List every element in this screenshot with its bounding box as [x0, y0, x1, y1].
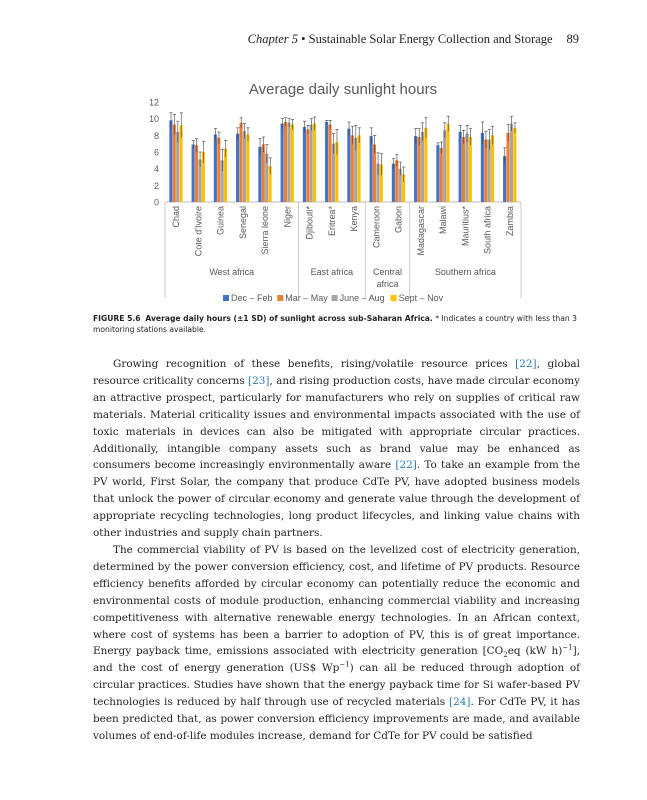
legend-swatch — [223, 295, 229, 301]
paragraph-1: Growing recognition of these benefits, rising/volatile resource prices [22], global resource criticality concerns [23], and rising production costs, have made circular economy an attractive prospect, particularly for manufacturers who rely on supplies of critical raw materials. Material criticality issues and environmental impacts associated with the use of toxic materials in devices can also be mitigated with appropriate circular practices. Additionally, intangible company assets such as brand value may be enhanced as consumers become increasingly environmentally aware [22]. To take an example from the PV world, First Solar, the company that produce CdTe PV, have adopted business models that unlock the power of circular economy and generate value through the development of appropriate recycling technologies, long product lifecycles, and linking value chains with other industries and supply chain partners. — [93, 358, 581, 540]
legend-swatch — [277, 295, 283, 301]
bar-3 — [443, 130, 446, 202]
bar-2 — [462, 137, 465, 202]
legend-label: Mar – May — [285, 293, 328, 303]
chapter-title: Sustainable Solar Energy Collection and Storage — [308, 32, 553, 46]
chart-title: Average daily sunlight hours — [248, 81, 438, 98]
bar-2 — [217, 138, 220, 202]
bar-2 — [173, 125, 176, 203]
header-bullet: • — [298, 32, 309, 46]
group-label: Southern africa — [434, 267, 496, 277]
paragraph-2: The commercial viability of PV is based on the levelized cost of electricity generation, determined by the power conversion efficiency, cost, and lifetime of PV products. Resource efficiency benefits afforded by circular economy can potentially reduce the economic and environmental costs of module production, enhancing commercial viability and increasing competitiveness with alternative renewable energy technologies. In an African context, where cost of systems has been a barrier to adoption of PV, this is of great importance. Energy payback time, emissions associated with electricity generation [$CO_2eq$ (kW h)$^{-1}$], and the cost of energy generation (US$ $Wp^{-1}$) can all be reduced through adoption of circular practices. Studies have shown that the energy payback time for Si wafer-based PV technologies is reduced by half through use of recycled materials [24]. For CdTe PV, it has been predicted that, as power conversion efficiency improvements are made, and available volumes of end-of-life modules increase, demand for CdTe for PV could be satisfied — [93, 543, 580, 742]
bar-3 — [510, 124, 513, 202]
y-tick-label: 2 — [153, 180, 159, 191]
bar-4 — [358, 135, 361, 202]
bar-2 — [417, 137, 420, 202]
citation-link[interactable]: [23] — [248, 374, 270, 387]
bar-4 — [291, 125, 294, 203]
x-tick-label: South africa — [482, 206, 493, 255]
bar-4 — [469, 137, 472, 202]
x-tick-label: Mauritius* — [460, 206, 471, 247]
bar-1 — [414, 136, 417, 202]
bar-2 — [239, 123, 242, 202]
chapter-label: Chapter 5 — [247, 32, 299, 46]
bar-4 — [246, 135, 249, 203]
legend-label: Sept – Nov — [398, 293, 444, 303]
bar-1 — [392, 164, 395, 202]
legend-swatch — [332, 295, 338, 301]
sunlight-bar-chart — [140, 76, 532, 308]
citation-link[interactable]: [22] — [395, 459, 417, 472]
bar-2 — [306, 130, 309, 203]
bar-1 — [192, 145, 195, 203]
bar-1 — [325, 122, 328, 202]
page-number: 89 — [566, 32, 579, 46]
x-tick-label: Kenya — [349, 206, 360, 232]
bar-2 — [395, 160, 398, 202]
y-tick-label: 4 — [153, 164, 159, 175]
x-tick-label: Senegal — [237, 206, 248, 240]
x-tick-label: Cote d'Ivoire — [193, 206, 204, 257]
bar-1 — [281, 124, 284, 202]
bar-4 — [447, 124, 450, 202]
caption-bold-text: Average daily hours (±1 SD) of sunlight across sub-Saharan Africa. — [145, 314, 433, 323]
bar-4 — [513, 128, 516, 202]
x-tick-label: Chad — [171, 206, 182, 228]
bar-1 — [436, 145, 439, 202]
caption-note: * Indicates a country with less than 3 monitoring stations available. — [93, 314, 577, 334]
bar-2 — [440, 148, 443, 202]
bar-4 — [424, 128, 427, 202]
bar-2 — [328, 125, 331, 203]
legend-label: Dec – Feb — [231, 293, 273, 303]
x-tick-label: Zambia — [504, 206, 515, 237]
legend-swatch — [391, 295, 397, 301]
caption-label: FIGURE 5.6 — [93, 314, 141, 323]
x-tick-label: Sierra leone — [260, 206, 271, 255]
y-tick-label: 10 — [148, 114, 159, 125]
x-tick-label: Madagascar — [415, 206, 426, 256]
y-tick-label: 6 — [153, 147, 159, 158]
bar-1 — [459, 132, 462, 202]
bar-2 — [351, 135, 354, 202]
bar-1 — [236, 134, 239, 202]
bar-2 — [484, 140, 487, 203]
x-tick-label: Guinea — [215, 206, 226, 236]
x-tick-label: Gabon — [393, 206, 404, 234]
citation-link[interactable]: [22] — [515, 358, 537, 370]
bar-1 — [347, 129, 350, 202]
citation-link[interactable]: [24] — [449, 696, 471, 709]
bar-1 — [370, 136, 373, 202]
bar-3 — [287, 123, 290, 202]
group-label: West africa — [209, 267, 255, 277]
bar-4 — [313, 124, 316, 202]
y-tick-label: 8 — [153, 130, 159, 141]
y-tick-label: 0 — [153, 197, 159, 208]
bar-2 — [195, 145, 198, 202]
bar-3 — [465, 134, 468, 202]
bar-3 — [243, 131, 246, 202]
bar-1 — [214, 135, 217, 203]
x-tick-label: Cameroon — [371, 206, 382, 249]
bar-2 — [506, 133, 509, 202]
figure-caption — [93, 313, 583, 335]
x-tick-label: Malawi — [438, 206, 449, 235]
bar-3 — [421, 132, 424, 202]
bar-1 — [303, 127, 306, 202]
bar-4 — [491, 135, 494, 202]
bar-2 — [284, 122, 287, 202]
x-tick-label: Niger — [282, 206, 293, 228]
x-tick-label: Eritrea* — [326, 206, 337, 237]
bar-1 — [169, 120, 172, 202]
group-label: Central — [372, 267, 403, 277]
legend-label: June – Aug — [339, 293, 385, 303]
running-head — [0, 32, 579, 47]
y-tick-label: 12 — [148, 97, 159, 108]
group-label: africa — [376, 279, 399, 289]
body-text — [93, 356, 580, 745]
bar-2 — [262, 145, 265, 203]
bar-3 — [310, 125, 313, 203]
x-tick-label: Djibouti* — [304, 206, 315, 240]
group-label: East africa — [310, 267, 354, 277]
